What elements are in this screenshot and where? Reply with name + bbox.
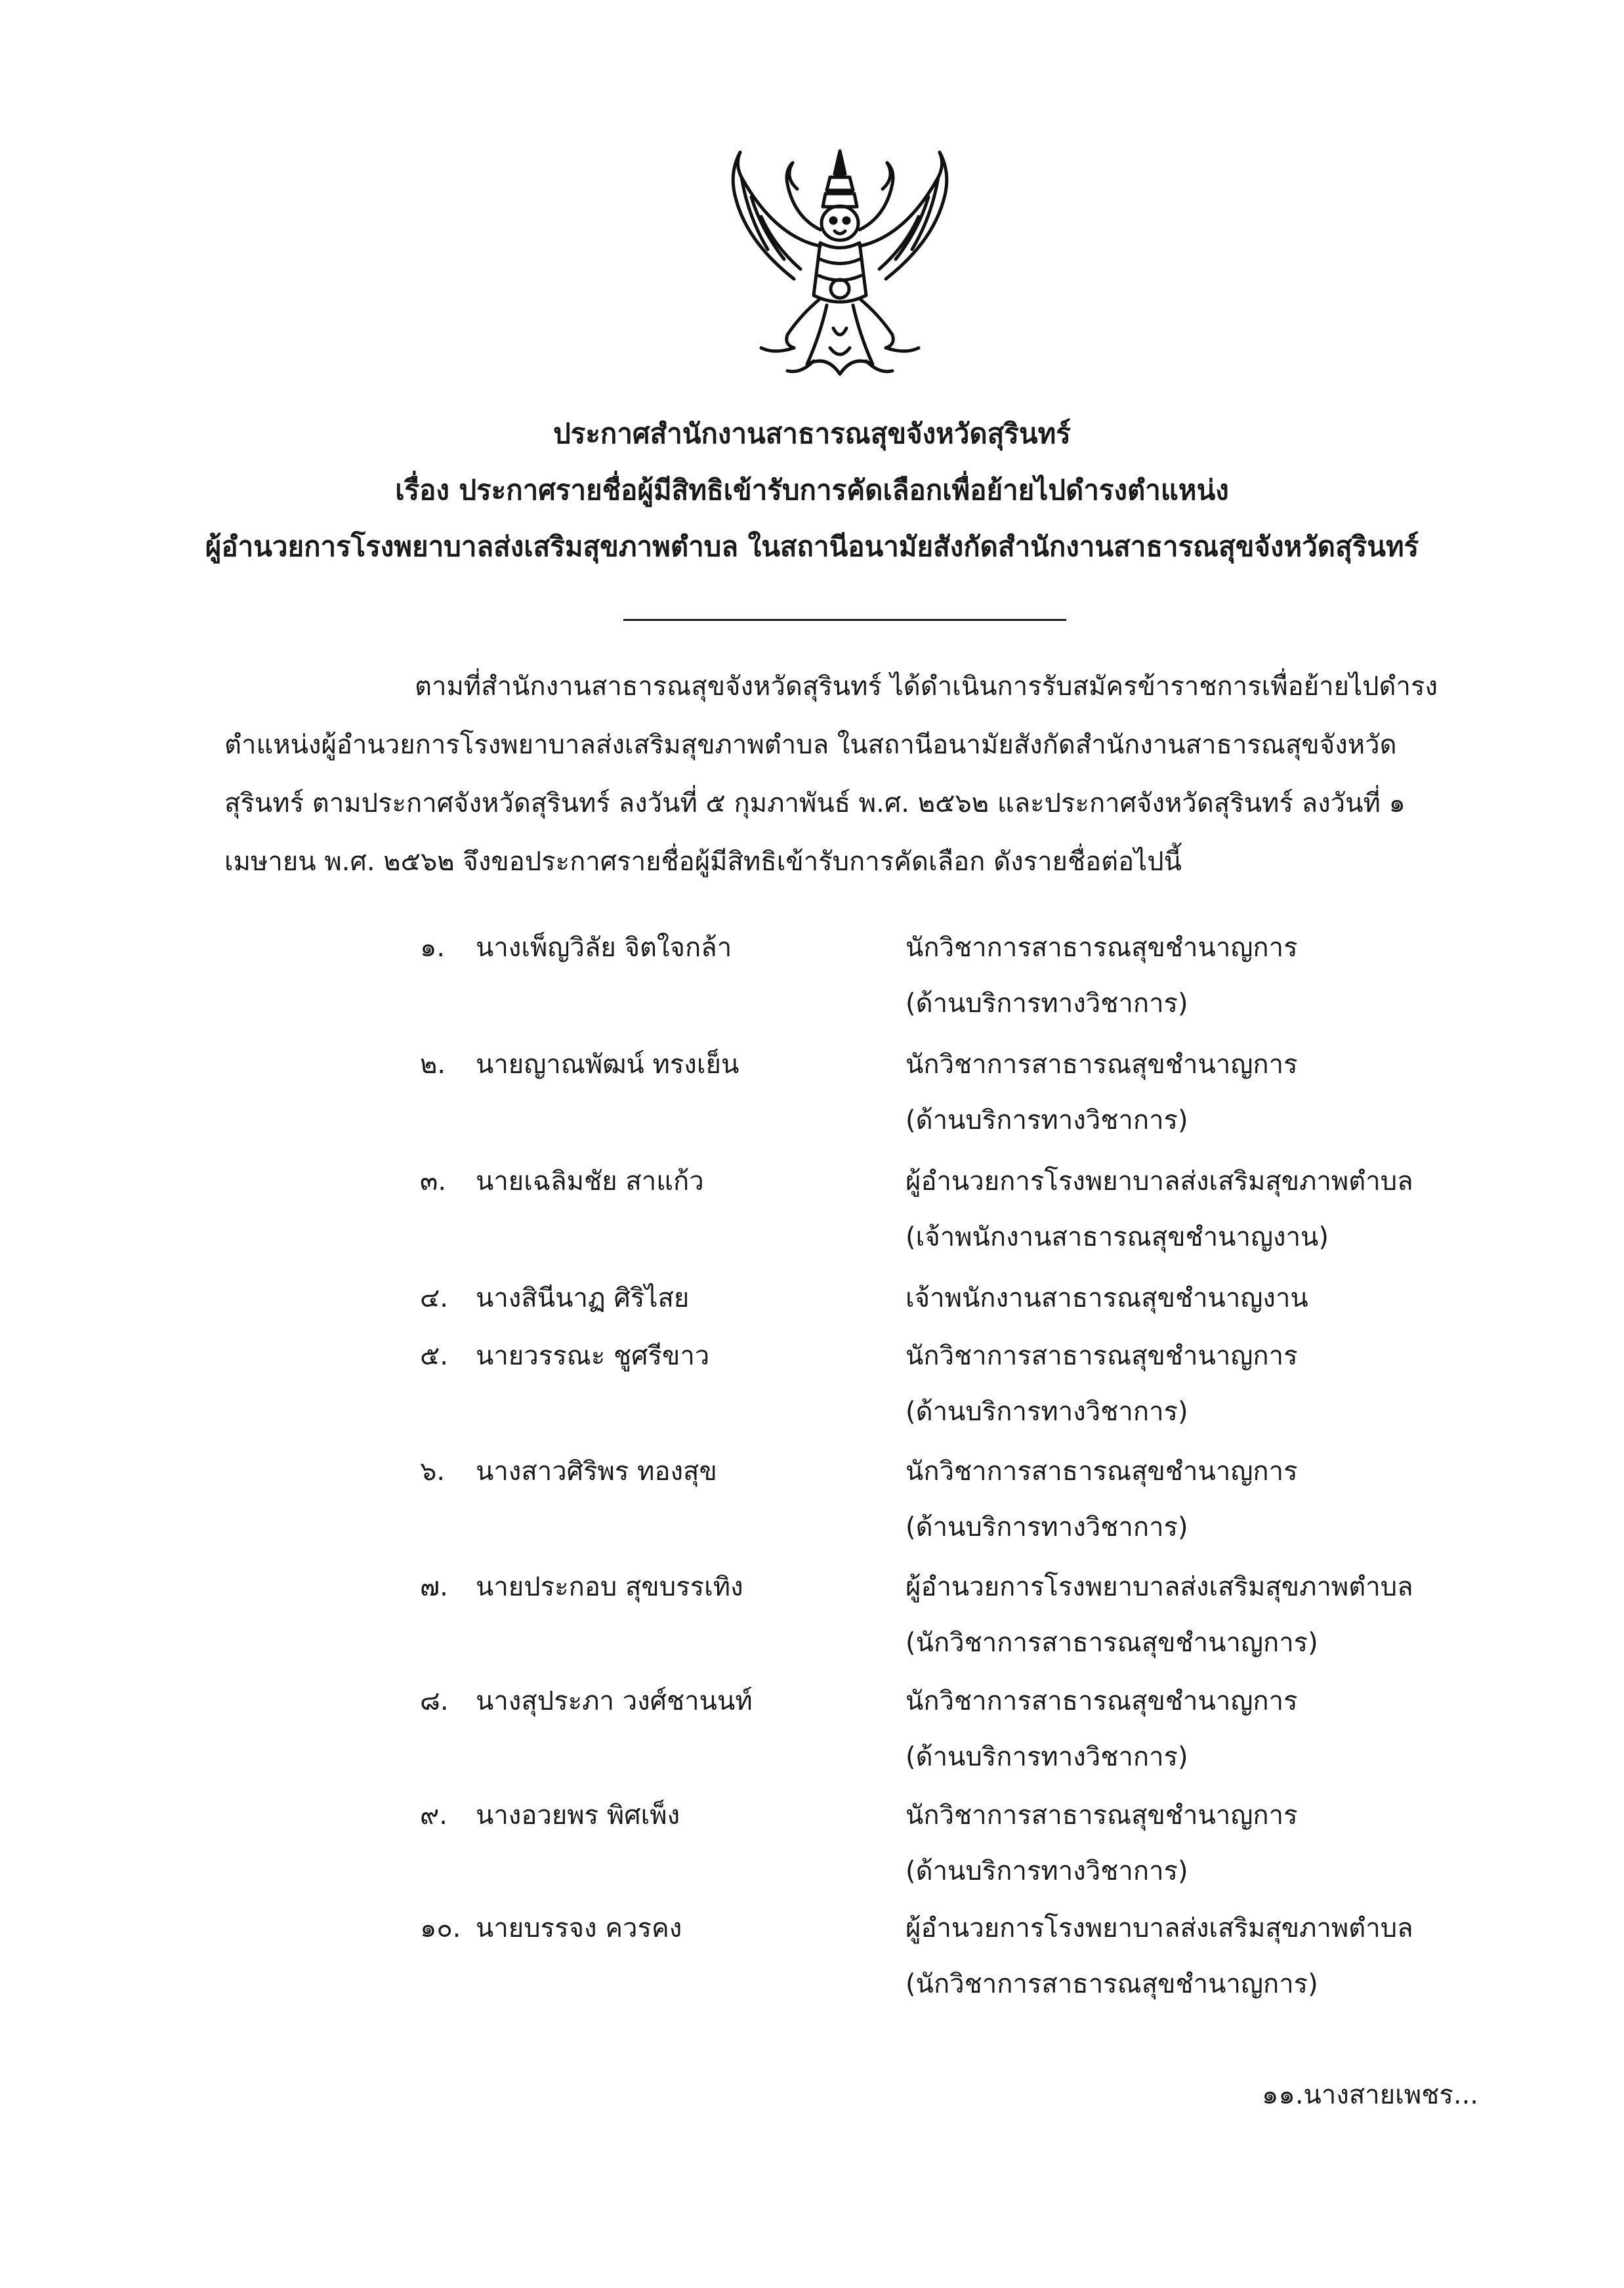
position-subtitle: (นักวิชาการสาธารณสุขชำนาญการ): [906, 1628, 1318, 1658]
item-number: ๙.: [420, 1800, 448, 1831]
item-number: ๑.: [420, 933, 446, 963]
position-subtitle: (ด้านบริการทางวิชาการ): [906, 1397, 1188, 1427]
candidate-name: นางเพ็ญวิลัย จิตใจกล้า: [476, 933, 732, 963]
candidate-list: [0, 920, 1624, 2014]
title-divider: [623, 619, 1066, 621]
position-subtitle: (ด้านบริการทางวิชาการ): [906, 988, 1188, 1019]
candidate-name: นางสินีนาฏ ศิริไสย: [476, 1283, 690, 1313]
list-item: [0, 1901, 1624, 2014]
body-line: ตำแหน่งผู้อำนวยการโรงพยาบาลส่งเสริมสุขภาพตำบล ในสถานีอนามัยสังกัดสำนักงานสาธารณสุขจังหวัด: [224, 730, 1397, 760]
list-item: [0, 1271, 1624, 1328]
candidate-name: นายเฉลิมชัย สาแก้ว: [476, 1166, 704, 1197]
position-subtitle: (ด้านบริการทางวิชาการ): [906, 1512, 1188, 1542]
announcement-subject: เรื่อง ประกาศรายชื่อผู้มีสิทธิเข้ารับการคัดเลือกเพื่อย้ายไปดำรงตำแหน่ง: [395, 474, 1229, 506]
position-block: [906, 1328, 1298, 1440]
list-item: [0, 1444, 1624, 1559]
body-paragraph: [224, 658, 1471, 891]
position-block: [906, 1037, 1298, 1149]
item-number: ๗.: [420, 1572, 448, 1602]
list-item: [0, 1328, 1624, 1444]
position-block: [906, 1788, 1298, 1899]
body-line: ตามที่สำนักงานสาธารณสุขจังหวัดสุรินทร์ ได้ดำเนินการรับสมัครข้าราชการเพื่อย้ายไปดำรง: [415, 671, 1438, 702]
announcement-title: ประกาศสำนักงานสาธารณสุขจังหวัดสุรินทร์: [553, 417, 1071, 450]
body-line: สุรินทร์ ตามประกาศจังหวัดสุรินทร์ ลงวันที่ ๕ กุมภาพันธ์ พ.ศ. ๒๕๖๒ และประกาศจังหวัดสุรินทร์ ลงวันที่ ๑: [224, 788, 1405, 818]
position-block: [906, 1901, 1413, 2012]
list-item: [0, 920, 1624, 1037]
continuation-reference: ๑๑.นางสายเพชร...: [1262, 2080, 1478, 2110]
garuda-emblem-icon: [722, 138, 958, 394]
position-title: นักวิชาการสาธารณสุขชำนาญการ: [906, 933, 1298, 963]
list-item: [0, 1674, 1624, 1788]
position-title: นักวิชาการสาธารณสุขชำนาญการ: [906, 1800, 1298, 1831]
candidate-name: นายบรรจง ควรคง: [476, 1913, 682, 1943]
position-block: [906, 1674, 1298, 1785]
position-subtitle: (ด้านบริการทางวิชาการ): [906, 1742, 1188, 1772]
position-title: นักวิชาการสาธารณสุขชำนาญการ: [906, 1456, 1298, 1487]
item-number: ๓.: [420, 1166, 447, 1197]
candidate-name: นางสาวศิริพร ทองสุข: [476, 1456, 717, 1487]
list-item: [0, 1154, 1624, 1271]
position-block: [906, 1154, 1413, 1265]
announcement-subject-continued: ผู้อำนวยการโรงพยาบาลส่งเสริมสุขภาพตำบล ในสถานีอนามัยสังกัดสำนักงานสาธารณสุขจังหวัดสุรินทร์: [205, 530, 1419, 562]
list-item: [0, 1788, 1624, 1901]
position-block: [906, 1559, 1413, 1671]
position-block: [906, 920, 1298, 1032]
position-block: [906, 1271, 1308, 1326]
body-line: เมษายน พ.ศ. ๒๕๖๒ จึงขอประกาศรายชื่อผู้มีสิทธิเข้ารับการคัดเลือก ดังรายชื่อต่อไปนี้: [224, 847, 1182, 877]
position-title: เจ้าพนักงานสาธารณสุขชำนาญงาน: [906, 1283, 1308, 1313]
item-number: ๔.: [420, 1283, 448, 1313]
position-title: ผู้อำนวยการโรงพยาบาลส่งเสริมสุขภาพตำบล: [906, 1572, 1413, 1602]
position-title: นักวิชาการสาธารณสุขชำนาญการ: [906, 1686, 1298, 1716]
item-number: ๖.: [420, 1456, 446, 1487]
candidate-name: นายวรรณะ ชูศรีขาว: [476, 1341, 710, 1371]
position-block: [906, 1444, 1298, 1556]
position-subtitle: (ด้านบริการทางวิชาการ): [906, 1105, 1188, 1135]
position-subtitle: (เจ้าพนักงานสาธารณสุขชำนาญงาน): [906, 1222, 1329, 1252]
position-subtitle: (ด้านบริการทางวิชาการ): [906, 1856, 1188, 1886]
position-title: นักวิชาการสาธารณสุขชำนาญการ: [906, 1341, 1298, 1371]
item-number: ๕.: [420, 1341, 448, 1371]
candidate-name: นางอวยพร พิศเพ็ง: [476, 1800, 680, 1831]
candidate-name: นายญาณพัฒน์ ทรงเย็น: [476, 1049, 739, 1080]
list-item: [0, 1037, 1624, 1154]
candidate-name: นายประกอบ สุขบรรเทิง: [476, 1572, 743, 1602]
item-number: ๘.: [420, 1686, 449, 1716]
item-number: ๑๐.: [420, 1913, 461, 1943]
position-title: นักวิชาการสาธารณสุขชำนาญการ: [906, 1049, 1298, 1080]
item-number: ๒.: [420, 1049, 446, 1080]
candidate-name: นางสุประภา วงศ์ชานนท์: [476, 1686, 753, 1716]
position-subtitle: (นักวิชาการสาธารณสุขชำนาญการ): [906, 1969, 1318, 1999]
position-title: ผู้อำนวยการโรงพยาบาลส่งเสริมสุขภาพตำบล: [906, 1913, 1413, 1943]
list-item: [0, 1559, 1624, 1674]
position-title: ผู้อำนวยการโรงพยาบาลส่งเสริมสุขภาพตำบล: [906, 1166, 1413, 1197]
